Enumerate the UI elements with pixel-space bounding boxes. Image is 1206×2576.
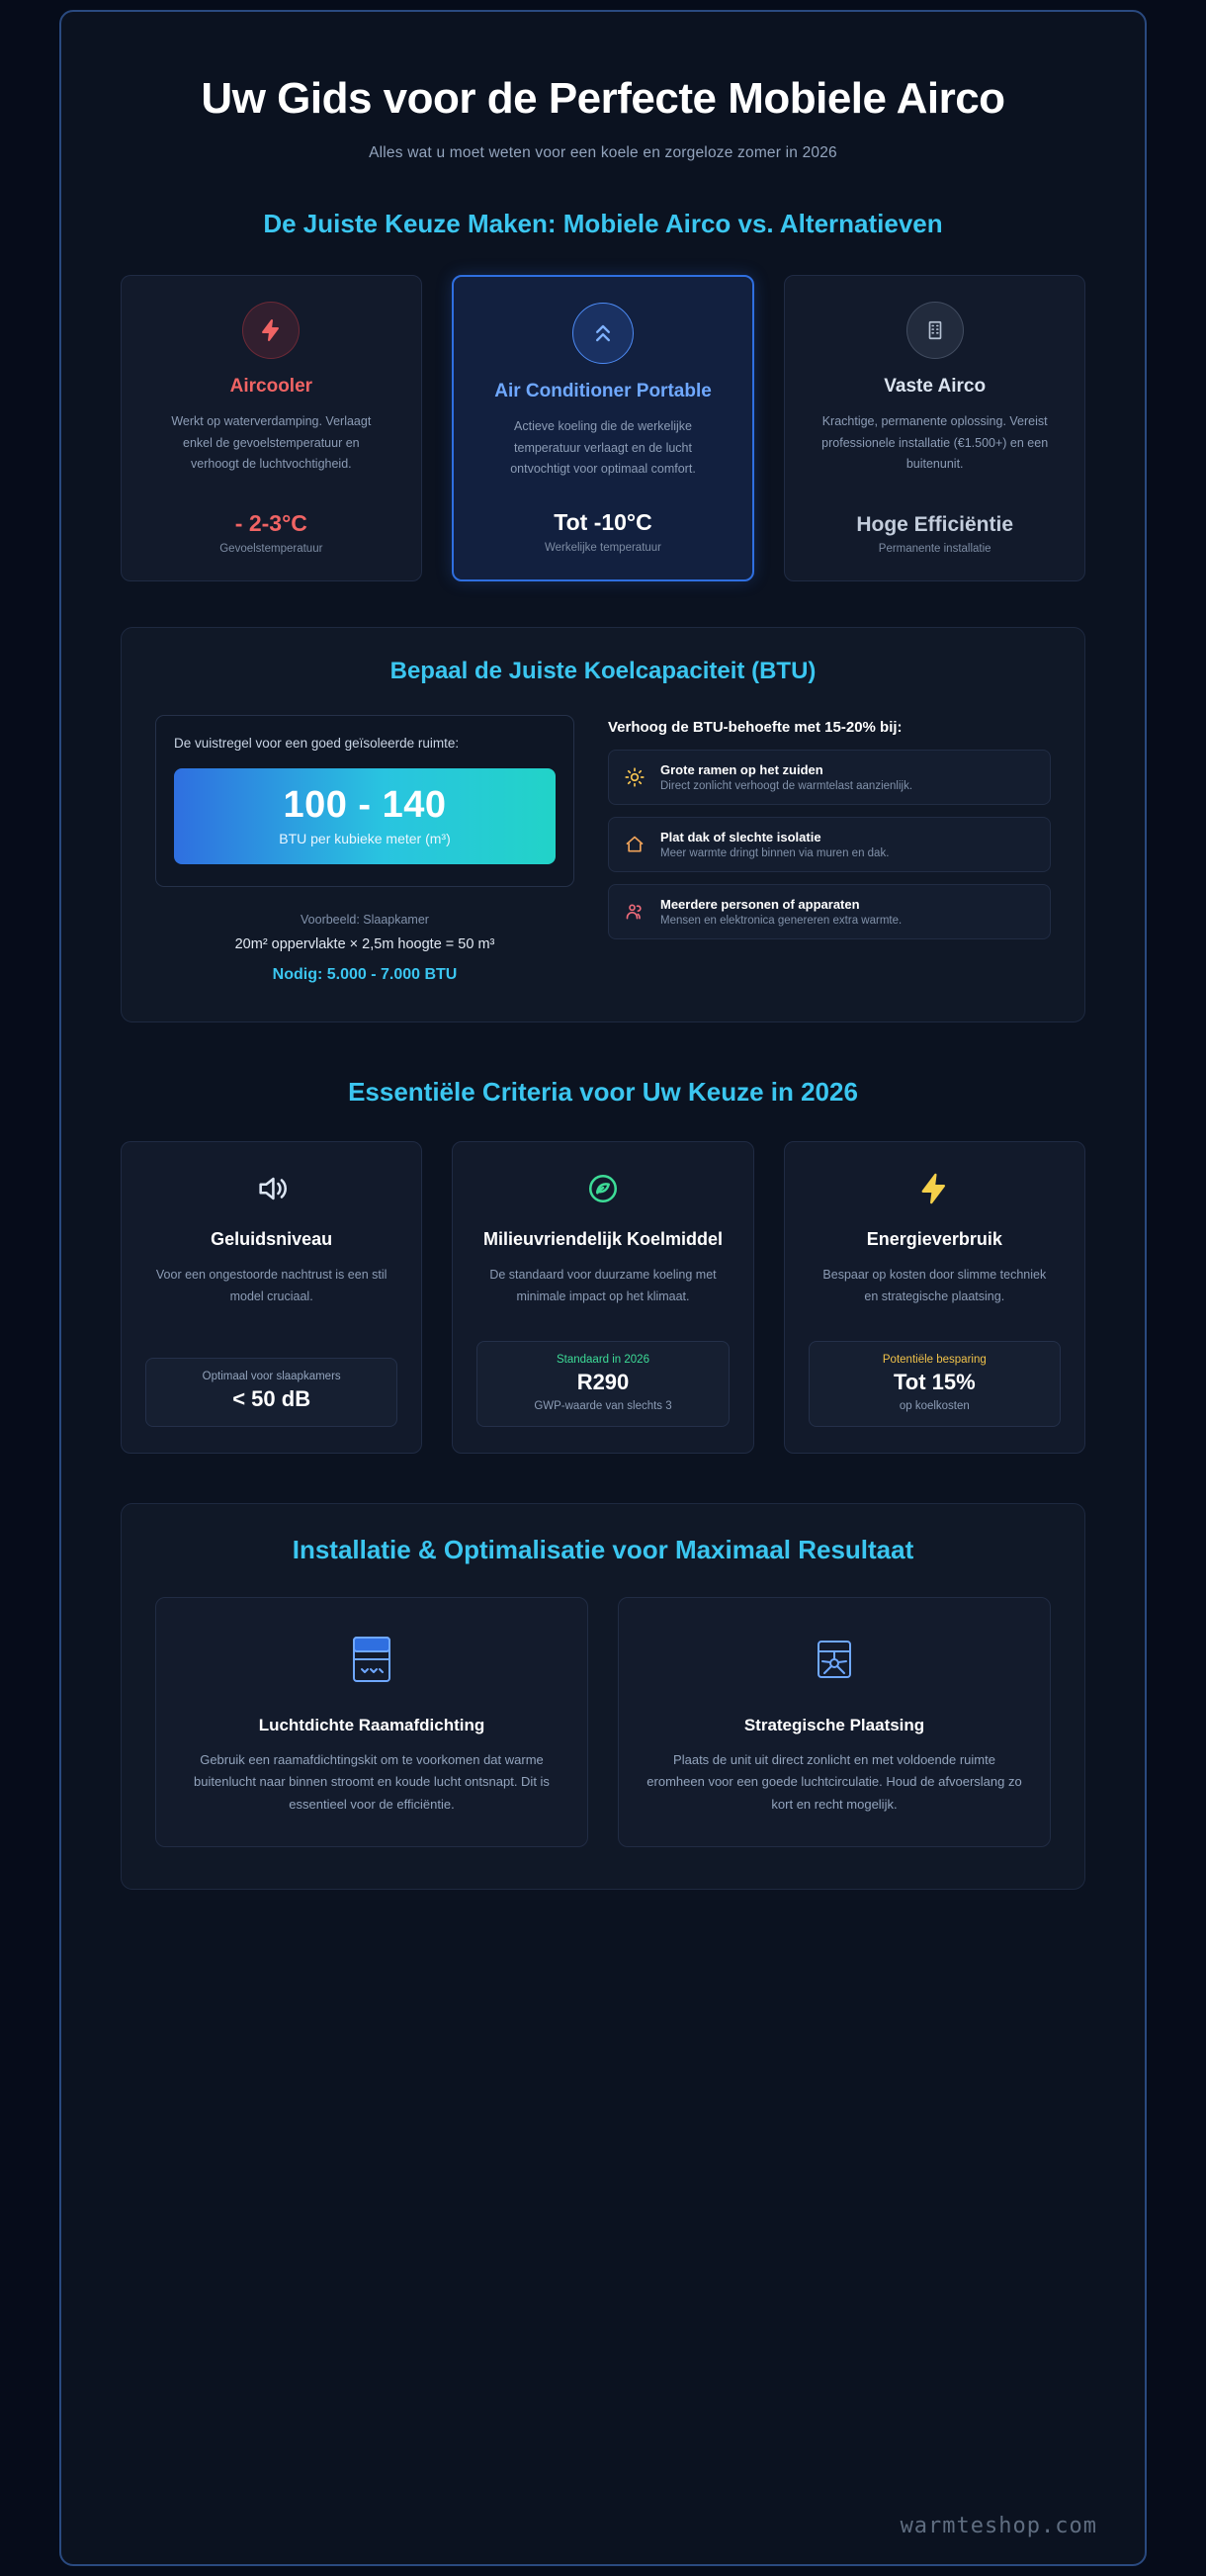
- criteria-stat-main: < 50 dB: [232, 1385, 311, 1411]
- criteria-stat-top: Optimaal voor slaapkamers: [202, 1370, 341, 1382]
- comparison-card-portable: [452, 275, 755, 582]
- criteria-card-description: Voor een ongestoorde nachtrust is een stil model cruciaal.: [155, 1268, 388, 1303]
- btu-factor-windows: [608, 750, 1051, 805]
- bolt-icon: [242, 302, 300, 359]
- btu-rule-value-banner: [174, 768, 556, 864]
- btu-section-title: Bepaal de Juiste Koelcapaciteit (BTU): [389, 658, 817, 685]
- criteria-card-energy: [784, 1141, 1085, 1454]
- btu-factor-description: Mensen en elektronica genereren extra warmte.: [660, 915, 903, 928]
- infographic-page: [59, 10, 1147, 2566]
- comparison-card-stat: Tot -10°C: [554, 509, 652, 536]
- criteria-section: [121, 1076, 1085, 1454]
- btu-factor-people: [608, 884, 1051, 939]
- comparison-card-description: Actieve koeling die de werkelijke temperatuur verlaagt en de lucht ontvochtigt voor optimaal comfort.: [510, 419, 696, 476]
- installation-card-title: Luchtdichte Raamafdichting: [258, 1715, 485, 1734]
- btu-example-label: Voorbeeld: Slaapkamer: [301, 913, 429, 928]
- comparison-card-stat-label: Gevoelstemperatuur: [219, 543, 323, 556]
- building-icon: [906, 302, 964, 359]
- watermark: warmteshop.com: [900, 2514, 1097, 2538]
- comparison-card-fixed: [784, 275, 1085, 582]
- criteria-card-noise: [121, 1141, 422, 1454]
- comparison-card-title: Aircooler: [229, 375, 313, 397]
- btu-example-calculation: 20m² oppervlakte × 2,5m hoogte = 50 m³: [234, 936, 495, 953]
- btu-factor-description: Direct zonlicht verhoogt de warmtelast aanzienlijk.: [660, 780, 913, 793]
- leaf-circle-icon: [586, 1172, 620, 1210]
- btu-example-need: Nodig: 5.000 - 7.000 BTU: [272, 966, 458, 984]
- criteria-card-title: Milieuvriendelijk Koelmiddel: [482, 1228, 724, 1249]
- btu-factor-title: Grote ramen op het zuiden: [660, 762, 823, 778]
- header: [121, 73, 1085, 162]
- sun-icon: [623, 767, 646, 787]
- btu-rule-box: [155, 715, 574, 887]
- criteria-card-refrigerant: [452, 1141, 753, 1454]
- btu-factor-description: Meer warmte dringt binnen via muren en dak.: [660, 847, 890, 860]
- criteria-card-description: Bespaar op kosten door slimme techniek en strategische plaatsing.: [822, 1268, 1047, 1303]
- comparison-card-description: Werkt op waterverdamping. Verlaagt enkel de gevoelstemperatuur en verhoogt de luchtvochtigheid.: [171, 414, 372, 471]
- criteria-card-stat: [145, 1358, 397, 1427]
- comparison-card-stat: - 2-3°C: [234, 510, 307, 537]
- installation-cards: [155, 1597, 1051, 1847]
- window-seal-icon: [340, 1628, 403, 1696]
- comparison-card-title: Vaste Airco: [884, 375, 987, 397]
- criteria-card-title: Geluidsniveau: [211, 1228, 333, 1249]
- criteria-stat-sub: GWP-waarde van slechts 3: [534, 1399, 672, 1412]
- comparison-card-description: Krachtige, permanente oplossing. Vereist professionele installatie (€1.500+) en een buitenunit.: [821, 414, 1049, 471]
- comparison-card-aircooler: [121, 275, 422, 582]
- installation-card-description: Plaats de unit uit direct zonlicht en met voldoende ruimte eromheen voor een goede luchtcirculatie. Houd de afvoerslang zo kort en recht mogelijk.: [646, 1751, 1022, 1813]
- installation-section-title: Installatie & Optimalisatie voor Maximaal Resultaat: [292, 1534, 914, 1564]
- installation-section: [121, 1503, 1085, 1890]
- criteria-card-stat: [809, 1341, 1061, 1427]
- people-icon: [623, 902, 646, 922]
- placement-icon: [803, 1628, 866, 1696]
- btu-factors-title: Verhoog de BTU-behoefte met 15-20% bij:: [608, 719, 903, 737]
- btu-rule-unit: BTU per kubieke meter (m³): [279, 831, 451, 847]
- criteria-card-title: Energieverbruik: [866, 1228, 1002, 1249]
- btu-section: [121, 627, 1085, 1022]
- criteria-section-title: Essentiële Criteria voor Uw Keuze in 2026: [348, 1077, 858, 1108]
- installation-card-placement: [618, 1597, 1051, 1847]
- page-subtitle: Alles wat u moet weten voor een koele en zorgeloze zomer in 2026: [369, 143, 837, 161]
- speaker-icon: [255, 1172, 289, 1210]
- comparison-cards: [121, 275, 1085, 582]
- house-icon: [623, 835, 646, 854]
- btu-factors-column: [608, 715, 1051, 951]
- criteria-stat-top: Standaard in 2026: [556, 1353, 649, 1366]
- btu-rule-column: [155, 715, 574, 984]
- lightning-icon: [917, 1172, 951, 1210]
- btu-factor-title: Meerdere personen of apparaten: [660, 897, 860, 913]
- installation-card-title: Strategische Plaatsing: [743, 1715, 925, 1734]
- criteria-card-description: De standaard voor duurzame koeling met minimale impact op het klimaat.: [489, 1268, 717, 1303]
- installation-card-window-seal: [155, 1597, 588, 1847]
- criteria-stat-main: R290: [576, 1369, 630, 1394]
- criteria-stat-top: Potentiële besparing: [882, 1353, 987, 1366]
- criteria-stat-sub: op koelkosten: [899, 1399, 970, 1412]
- comparison-card-title: Air Conditioner Portable: [494, 380, 712, 401]
- btu-factor-roof: [608, 817, 1051, 872]
- comparison-section: [121, 208, 1085, 581]
- btu-rule-label: De vuistregel voor een goed geïsoleerde ruimte:: [174, 736, 460, 752]
- btu-factor-title: Plat dak of slechte isolatie: [660, 830, 821, 845]
- comparison-card-stat-label: Permanente installatie: [878, 543, 991, 556]
- comparison-section-title: De Juiste Keuze Maken: Mobiele Airco vs. Alternatieven: [263, 208, 943, 238]
- btu-rule-value: 100 - 140: [283, 784, 447, 827]
- page-title: Uw Gids voor de Perfecte Mobiele Airco: [201, 74, 1005, 123]
- criteria-cards: [121, 1141, 1085, 1454]
- installation-card-description: Gebruik een raamafdichtingskit om te voorkomen dat warme buitenlucht naar binnen stroomt en koude lucht ontsnapt. Dit is essentieel voor de efficiëntie.: [194, 1751, 550, 1813]
- comparison-card-stat: Hoge Efficiëntie: [856, 513, 1014, 537]
- comparison-card-stat-label: Werkelijke temperatuur: [544, 542, 662, 555]
- criteria-stat-main: Tot 15%: [893, 1369, 976, 1394]
- criteria-card-stat: [476, 1341, 729, 1427]
- double-chevron-up-icon: [572, 303, 634, 364]
